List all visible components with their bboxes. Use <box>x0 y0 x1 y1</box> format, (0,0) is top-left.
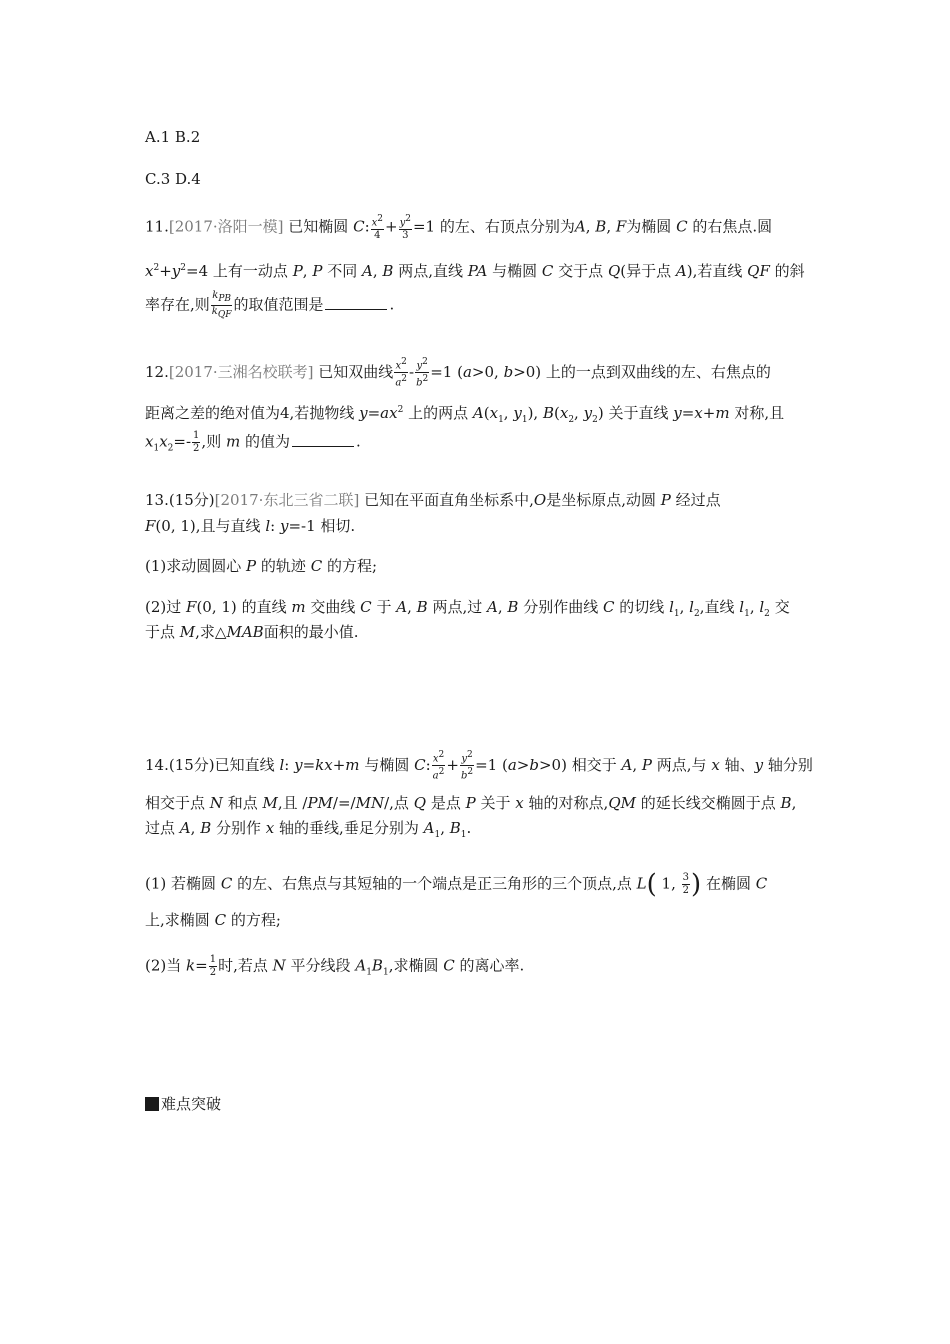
fraction: $\frac{1}{2}$ <box>209 954 217 978</box>
fraction: $\frac{x^2}{a^2}$ <box>432 750 445 782</box>
q11-line-2: $x^2+y^2=4$ 上有一动点 P, P 不同 A, B 两点,直线 PA 与椭圆 C 交于点 Q(异于点 A),若直线 QF 的斜 <box>145 262 805 280</box>
q14-part-1-line-1: (1) 若椭圆 C 的左、右焦点与其短轴的一个端点是正三角形的三个顶点,点 L( 1, $\frac{3}{2}$ ) 在椭圆 C <box>145 869 768 900</box>
fraction: $\frac{3}{2}$ <box>682 872 689 896</box>
q14-line-3: 过点 A, B 分别作 x 轴的垂线,垂足分别为 $A_1$, $B_1$. <box>145 819 472 840</box>
q12-line-1: 12.[2017·三湘名校联考] 已知双曲线 $\frac{x^2}{a^2}$ - $\frac{y^2}{b^2}$ =1 (a>0, b>0) 上的一点到双曲线的左、右焦点的 <box>145 357 771 389</box>
q13-part-2-line-2: 于点 M,求△MAB面积的最小值. <box>145 623 359 641</box>
q13-part-1: (1)求动圆圆心 P 的轨迹 C 的方程; <box>145 557 378 575</box>
fraction: $\frac{y^2}{3}$ <box>399 214 411 242</box>
q11-line-3: 率存在,则 $\frac{k_{PB}}{k_{QF}}$ 的取值范围是 . <box>145 290 395 320</box>
q10-options-cd: C.3 D.4 <box>145 170 201 188</box>
fraction: $\frac{y^2}{b^2}$ <box>460 750 474 782</box>
section-heading: 难点突破 <box>145 1094 221 1114</box>
answer-blank <box>292 432 354 447</box>
q13-line-2: F(0, 1),且与直线 l: y=-1 相切. <box>145 517 356 535</box>
q11-line-1: 11.[2017·洛阳一模] 已知椭圆 C: $\frac{x^2}{4}$ + $\frac{y^2}{3}$ =1 的左、右顶点分别为A, B, F为椭圆 C 的右焦点.圆 <box>145 214 773 242</box>
fraction: $\frac{x^2}{a^2}$ <box>395 357 408 389</box>
fraction: $\frac{x^2}{4}$ <box>371 214 384 242</box>
fraction: $\frac{y^2}{b^2}$ <box>416 357 429 389</box>
q13-line-1: 13.(15分)[2017·东北三省二联] 已知在平面直角坐标系中,O是坐标原点,动圆 P 经过点 <box>145 491 721 509</box>
q12-line-2: 距离之差的绝对值为4,若抛物线 $y=ax^2$ 上的两点 $A(x_1$, $y_1$), $B(x_2$, $y_2$) 关于直线 y=x+m 对称,且 <box>145 404 785 425</box>
black-square-icon <box>145 1097 159 1111</box>
q13-part-2-line-1: (2)过 F(0, 1) 的直线 m 交曲线 C 于 A, B 两点,过 A, B 分别作曲线 C 的切线 $l_1$, $l_2$,直线 $l_1$, $l_2$ 交 <box>145 598 790 619</box>
q14-part-2: (2)当 k= $\frac{1}{2}$ 时,若点 N 平分线段 $A_1B_1$,求椭圆 C 的离心率. <box>145 954 525 978</box>
fraction: $\frac{k_{PB}}{k_{QF}}$ <box>211 290 232 320</box>
q14-line-1: 14.(15分)已知直线 l: y=kx+m 与椭圆 C: $\frac{x^2}{a^2}$ + $\frac{y^2}{b^2}$ =1 (a>b>0) 相交于 A, P 两点,与 x 轴、y 轴分别 <box>145 750 813 782</box>
answer-blank <box>325 295 387 310</box>
q14-part-1-line-2: 上,求椭圆 C 的方程; <box>145 911 281 929</box>
q10-options-ab: A.1 B.2 <box>145 128 201 146</box>
fraction: $\frac{1}{2}$ <box>193 430 200 454</box>
q12-line-3: $x_1x_2=-$ $\frac{1}{2}$ ,则 m 的值为 . <box>145 430 361 454</box>
q14-line-2: 相交于点 N 和点 M,且 /PM/=/MN/,点 Q 是点 P 关于 x 轴的对称点,QM 的延长线交椭圆于点 B, <box>145 794 797 812</box>
